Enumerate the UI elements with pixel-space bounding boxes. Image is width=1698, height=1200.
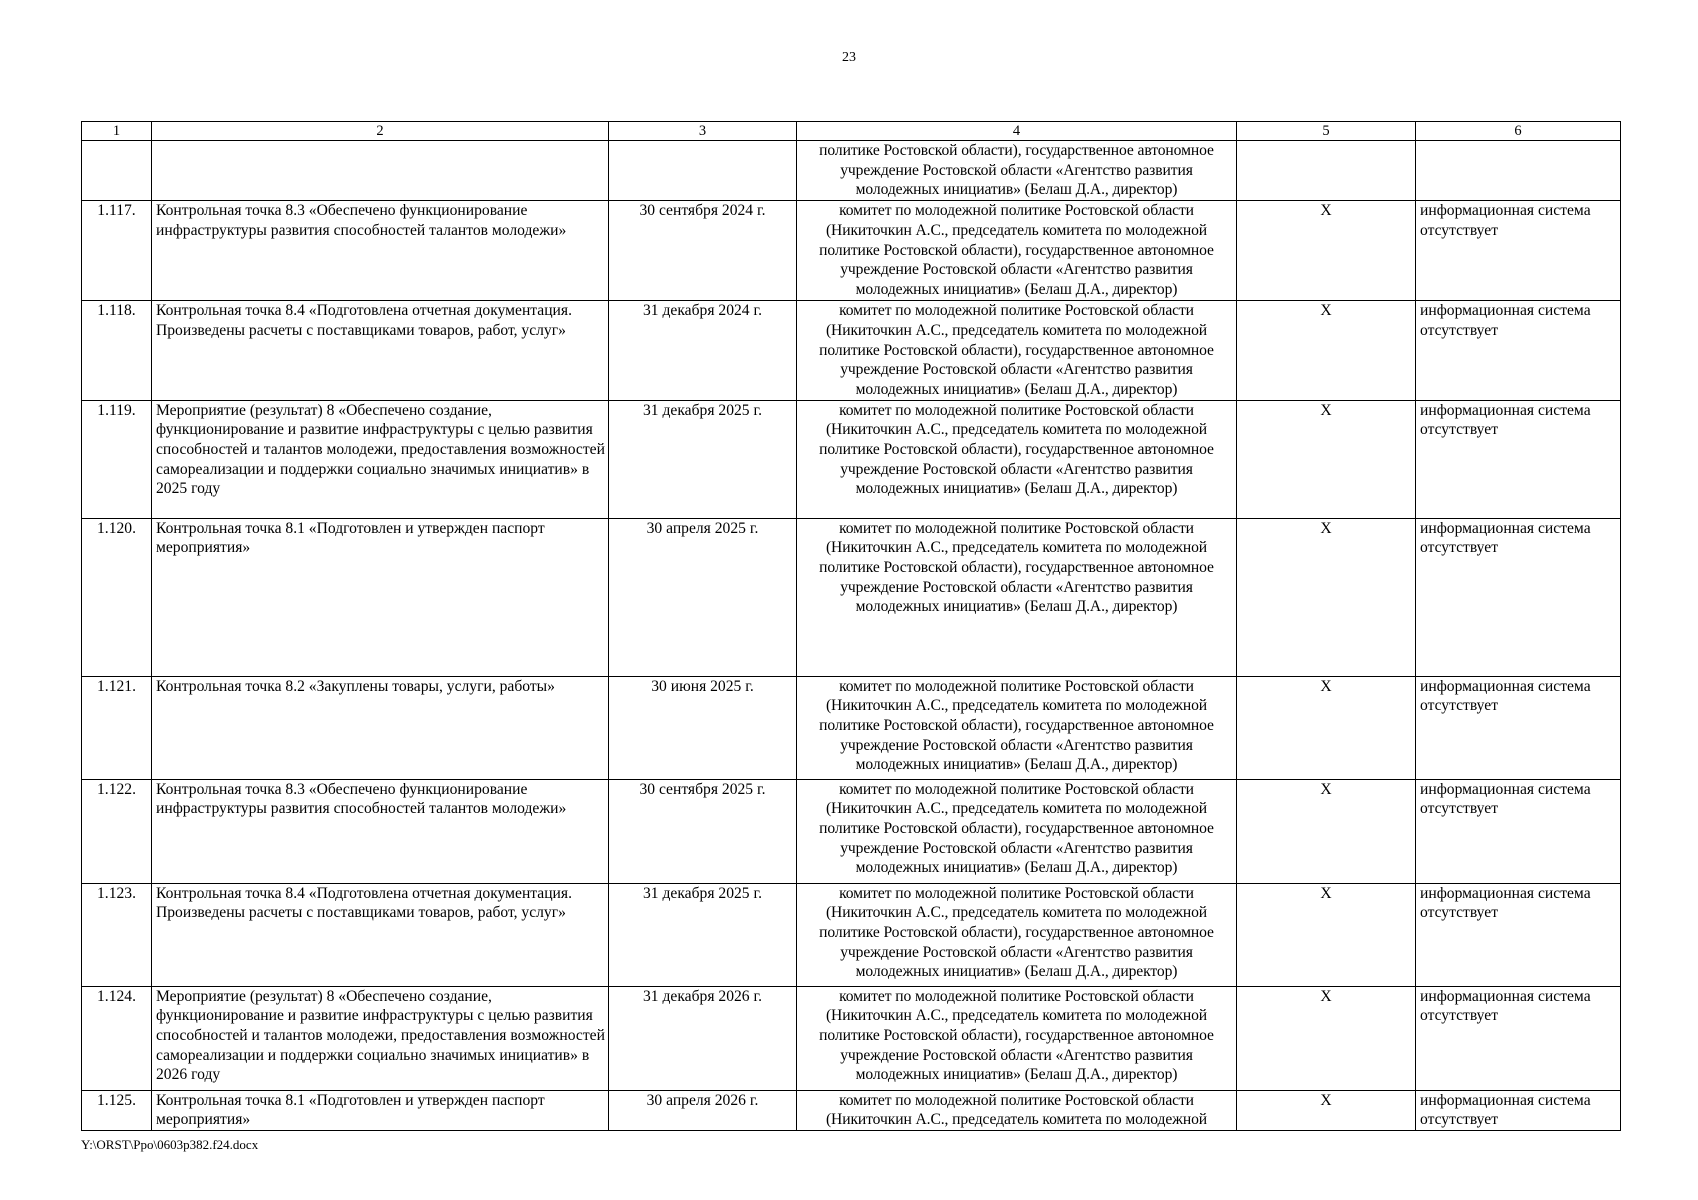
row-number: 1.117. (82, 201, 152, 301)
event-name (152, 141, 609, 201)
responsible-executor: комитет по молодежной политике Ростовской области (Никиточкин А.С., председатель комитета по молодежной политике Ростовской области), государственное автономное учреждение Ростовской области «Агентство развития молодежных инициатив» (Белаш Д.А., директор) (797, 676, 1237, 779)
row-number: 1.125. (82, 1090, 152, 1130)
mark-cell: X (1237, 201, 1416, 301)
column-header: 4 (797, 122, 1237, 141)
deadline-date: 31 декабря 2025 г. (609, 883, 797, 986)
event-name: Мероприятие (результат) 8 «Обеспечено создание, функционирование и развитие инфраструктуры с целью развития способностей и талантов молодежи, предоставления возможностей самореализации и поддержки социально значимых инициатив» в 2025 году (152, 400, 609, 518)
column-header: 2 (152, 122, 609, 141)
table-row (82, 779, 1621, 883)
mark-cell: X (1237, 1090, 1416, 1130)
event-name: Контрольная точка 8.2 «Закуплены товары, услуги, работы» (152, 676, 609, 779)
row-number: 1.124. (82, 986, 152, 1090)
event-name: Контрольная точка 8.3 «Обеспечено функционирование инфраструктуры развития способностей талантов молодежи» (152, 201, 609, 301)
mark-cell: X (1237, 400, 1416, 518)
deadline-date: 31 декабря 2026 г. (609, 986, 797, 1090)
responsible-executor: комитет по молодежной политике Ростовской области (Никиточкин А.С., председатель комитета по молодежной политике Ростовской области), государственное автономное учреждение Ростовской области «Агентство развития молодежных инициатив» (Белаш Д.А., директор) (797, 883, 1237, 986)
row-number: 1.120. (82, 518, 152, 676)
deadline-date: 30 сентября 2024 г. (609, 201, 797, 301)
mark-cell: X (1237, 883, 1416, 986)
event-name: Мероприятие (результат) 8 «Обеспечено создание, функционирование и развитие инфраструктуры с целью развития способностей и талантов молодежи, предоставления возможностей самореализации и поддержки социально значимых инициатив» в 2026 году (152, 986, 609, 1090)
row-number: 1.122. (82, 779, 152, 883)
page-number: 23 (842, 50, 856, 65)
deadline-date: 30 апреля 2025 г. (609, 518, 797, 676)
information-system: информационная система отсутствует (1416, 779, 1621, 883)
table-row (82, 141, 1621, 201)
row-number: 1.123. (82, 883, 152, 986)
responsible-executor: комитет по молодежной политике Ростовской области (Никиточкин А.С., председатель комитета по молодежной (797, 1090, 1237, 1130)
information-system (1416, 141, 1621, 201)
information-system: информационная система отсутствует (1416, 986, 1621, 1090)
event-name: Контрольная точка 8.1 «Подготовлен и утвержден паспорт мероприятия» (152, 518, 609, 676)
row-number (82, 141, 152, 201)
row-number: 1.121. (82, 676, 152, 779)
row-number: 1.119. (82, 400, 152, 518)
table-row (82, 518, 1621, 676)
information-system: информационная система отсутствует (1416, 518, 1621, 676)
deadline-date: 31 декабря 2024 г. (609, 301, 797, 401)
deadline-date: 30 сентября 2025 г. (609, 779, 797, 883)
responsible-executor: комитет по молодежной политике Ростовской области (Никиточкин А.С., председатель комитета по молодежной политике Ростовской области), государственное автономное учреждение Ростовской области «Агентство развития молодежных инициатив» (Белаш Д.А., директор) (797, 986, 1237, 1090)
column-header: 3 (609, 122, 797, 141)
information-system: информационная система отсутствует (1416, 676, 1621, 779)
information-system: информационная система отсутствует (1416, 301, 1621, 401)
table-row (82, 201, 1621, 301)
table-row (82, 676, 1621, 779)
table-header-row (82, 122, 1621, 141)
mark-cell (1237, 141, 1416, 201)
information-system: информационная система отсутствует (1416, 883, 1621, 986)
information-system: информационная система отсутствует (1416, 1090, 1621, 1130)
event-name: Контрольная точка 8.3 «Обеспечено функционирование инфраструктуры развития способностей талантов молодежи» (152, 779, 609, 883)
table-row (82, 986, 1621, 1090)
row-number: 1.118. (82, 301, 152, 401)
responsible-executor: политике Ростовской области), государственное автономное учреждение Ростовской области «Агентство развития молодежных инициатив» (Белаш Д.А., директор) (797, 141, 1237, 201)
responsible-executor: комитет по молодежной политике Ростовской области (Никиточкин А.С., председатель комитета по молодежной политике Ростовской области), государственное автономное учреждение Ростовской области «Агентство развития молодежных инициатив» (Белаш Д.А., директор) (797, 201, 1237, 301)
information-system: информационная система отсутствует (1416, 201, 1621, 301)
mark-cell: X (1237, 676, 1416, 779)
column-header: 1 (82, 122, 152, 141)
table-row (82, 400, 1621, 518)
deadline-date: 30 апреля 2026 г. (609, 1090, 797, 1130)
information-system: информационная система отсутствует (1416, 400, 1621, 518)
column-header: 6 (1416, 122, 1621, 141)
table-row (82, 301, 1621, 401)
table-row (82, 883, 1621, 986)
table-row (82, 1090, 1621, 1130)
event-name: Контрольная точка 8.4 «Подготовлена отчетная документация. Произведены расчеты с поставщиками товаров, работ, услуг» (152, 883, 609, 986)
responsible-executor: комитет по молодежной политике Ростовской области (Никиточкин А.С., председатель комитета по молодежной политике Ростовской области), государственное автономное учреждение Ростовской области «Агентство развития молодежных инициатив» (Белаш Д.А., директор) (797, 518, 1237, 676)
responsible-executor: комитет по молодежной политике Ростовской области (Никиточкин А.С., председатель комитета по молодежной политике Ростовской области), государственное автономное учреждение Ростовской области «Агентство развития молодежных инициатив» (Белаш Д.А., директор) (797, 400, 1237, 518)
responsible-executor: комитет по молодежной политике Ростовской области (Никиточкин А.С., председатель комитета по молодежной политике Ростовской области), государственное автономное учреждение Ростовской области «Агентство развития молодежных инициатив» (Белаш Д.А., директор) (797, 779, 1237, 883)
deadline-date: 30 июня 2025 г. (609, 676, 797, 779)
mark-cell: X (1237, 301, 1416, 401)
event-name: Контрольная точка 8.4 «Подготовлена отчетная документация. Произведены расчеты с поставщиками товаров, работ, услуг» (152, 301, 609, 401)
column-header: 5 (1237, 122, 1416, 141)
file-path-footer: Y:\ORST\Ppo\0603p382.f24.docx (81, 1137, 259, 1152)
responsible-executor: комитет по молодежной политике Ростовской области (Никиточкин А.С., председатель комитета по молодежной политике Ростовской области), государственное автономное учреждение Ростовской области «Агентство развития молодежных инициатив» (Белаш Д.А., директор) (797, 301, 1237, 401)
mark-cell: X (1237, 518, 1416, 676)
deadline-date: 31 декабря 2025 г. (609, 400, 797, 518)
mark-cell: X (1237, 779, 1416, 883)
deadline-date (609, 141, 797, 201)
event-name: Контрольная точка 8.1 «Подготовлен и утвержден паспорт мероприятия» (152, 1090, 609, 1130)
mark-cell: X (1237, 986, 1416, 1090)
schedule-table (81, 121, 1621, 1131)
